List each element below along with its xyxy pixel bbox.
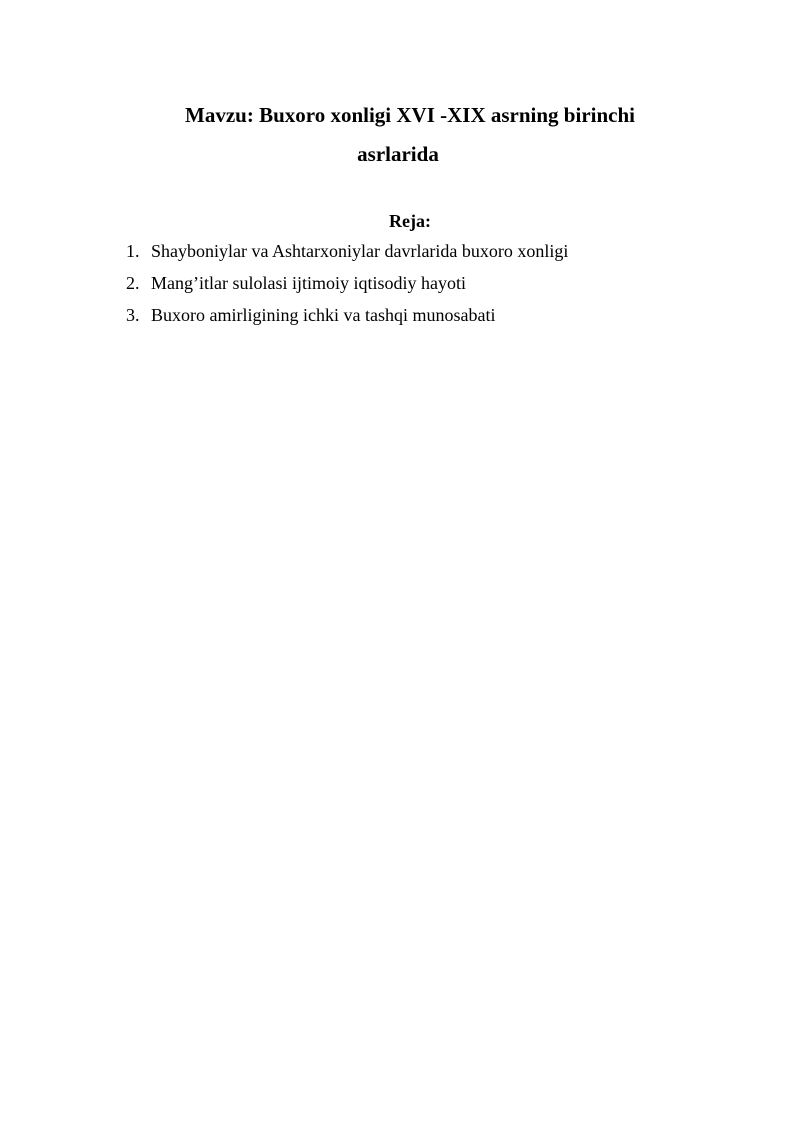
list-item-number: 1. [126,241,140,261]
page-title-line-1: Mavzu: Buxoro xonligi XVI -XIX asrning birinchi [185,103,635,127]
plan-list [126,240,568,336]
list-item [126,240,568,272]
list-item-text: Mang’itlar sulolasi ijtimoiy iqtisodiy hayoti [151,273,466,293]
page-title-line-2: asrlarida [357,142,439,166]
list-item-number: 3. [126,305,140,325]
list-item-text: Buxoro amirligining ichki va tashqi munosabati [151,305,496,325]
list-item-text: Shayboniylar va Ashtarxoniylar davrlarida buxoro xonligi [151,241,569,261]
list-item [126,304,568,336]
list-item-number: 2. [126,273,140,293]
plan-heading: Reja: [389,211,431,231]
list-item [126,272,568,304]
